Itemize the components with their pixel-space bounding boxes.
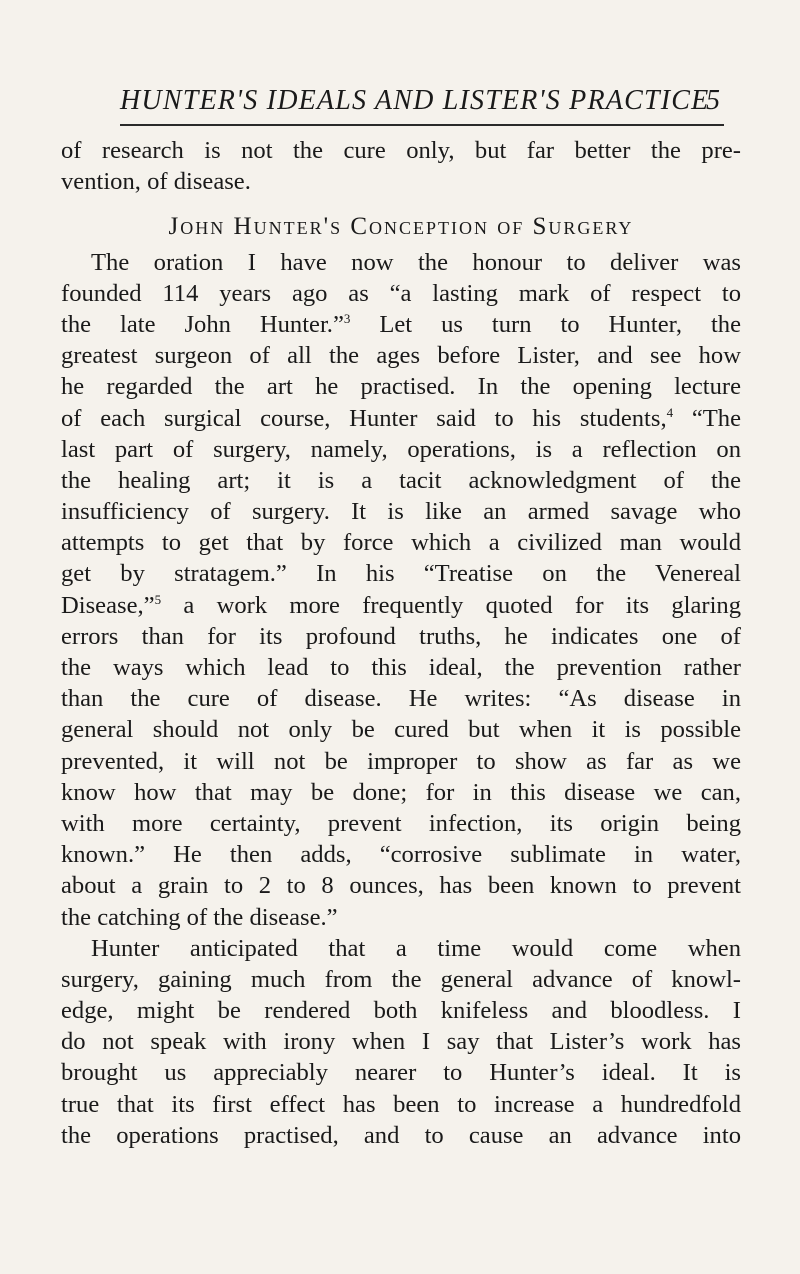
header-rule: [120, 124, 724, 126]
text-line: than the cure of disease. He writes: “As disease in: [61, 685, 741, 713]
text-line: of research is not the cure only, but far better the pre-: [61, 137, 741, 164]
text-fragment: Disease,”: [61, 591, 155, 619]
text-line: edge, might be rendered both knifeless and bloodless. I: [61, 997, 741, 1025]
text-line: known.” He then adds, “corrosive sublimate in water,: [61, 841, 741, 869]
text-line: surgery, gaining much from the general advance of knowl-: [61, 965, 741, 993]
text-line: with more certainty, prevent infection, its origin being: [61, 809, 741, 837]
page-number: 5: [706, 85, 720, 116]
running-header: [120, 84, 720, 124]
footnote-ref: 4: [666, 404, 674, 420]
text-fragment: of each surgical course, Hunter said to his students,: [61, 404, 667, 432]
text-line: [61, 309, 741, 340]
body-text: [61, 135, 741, 1151]
text-line: he regarded the art he practised. In the opening lecture: [61, 373, 741, 401]
text-line: founded 114 years ago as “a lasting mark of respect to: [61, 279, 741, 307]
text-line: attempts to get that by force which a civilized man would: [61, 529, 741, 557]
text-line: [61, 403, 741, 434]
running-title: HUNTER'S IDEALS AND LISTER'S PRACTICE: [120, 85, 710, 116]
text-line: The oration I have now the honour to deliver was: [91, 248, 741, 276]
text-line: brought us appreciably nearer to Hunter’s ideal. It is: [61, 1059, 741, 1087]
text-line: greatest surgeon of all the ages before Lister, and see how: [61, 342, 741, 370]
text-line: prevented, it will not be improper to show as far as we: [61, 747, 741, 775]
text-line: know how that may be done; for in this disease we can,: [61, 778, 741, 806]
text-line: vention, of disease.: [61, 168, 251, 196]
text-line: get by stratagem.” In his “Treatise on the Venereal: [61, 560, 741, 588]
text-line: the catching of the disease.”: [61, 903, 338, 931]
text-fragment: a work more frequently quoted for its glaring: [183, 591, 741, 619]
text-fragment: “The: [691, 404, 741, 432]
text-fragment: Let us turn to Hunter, the: [379, 310, 742, 338]
text-line: [61, 590, 741, 621]
text-line: true that its first effect has been to increase a hundredfold: [61, 1090, 741, 1118]
text-line: the operations practised, and to cause an advance into: [61, 1121, 741, 1149]
text-line: about a grain to 2 to 8 ounces, has been known to prevent: [61, 872, 741, 900]
text-line: general should not only be cured but when it is possible: [61, 716, 741, 744]
text-line: the healing art; it is a tacit acknowledgment of the: [61, 466, 741, 494]
text-line: Hunter anticipated that a time would come when: [91, 934, 741, 962]
text-line: errors than for its profound truths, he indicates one of: [61, 622, 741, 650]
text-fragment: the late John Hunter.”: [61, 310, 344, 338]
footnote-ref: 5: [154, 591, 162, 607]
footnote-ref: 3: [343, 310, 351, 326]
text-line: last part of surgery, namely, operations, is a reflection on: [61, 435, 741, 463]
text-line: insufficiency of surgery. It is like an armed savage who: [61, 498, 741, 526]
text-line: do not speak with irony when I say that Lister’s work has: [61, 1028, 741, 1056]
text-line: the ways which lead to this ideal, the prevention rather: [61, 654, 741, 681]
section-heading: John Hunter's Conception of Surgery: [168, 213, 634, 241]
